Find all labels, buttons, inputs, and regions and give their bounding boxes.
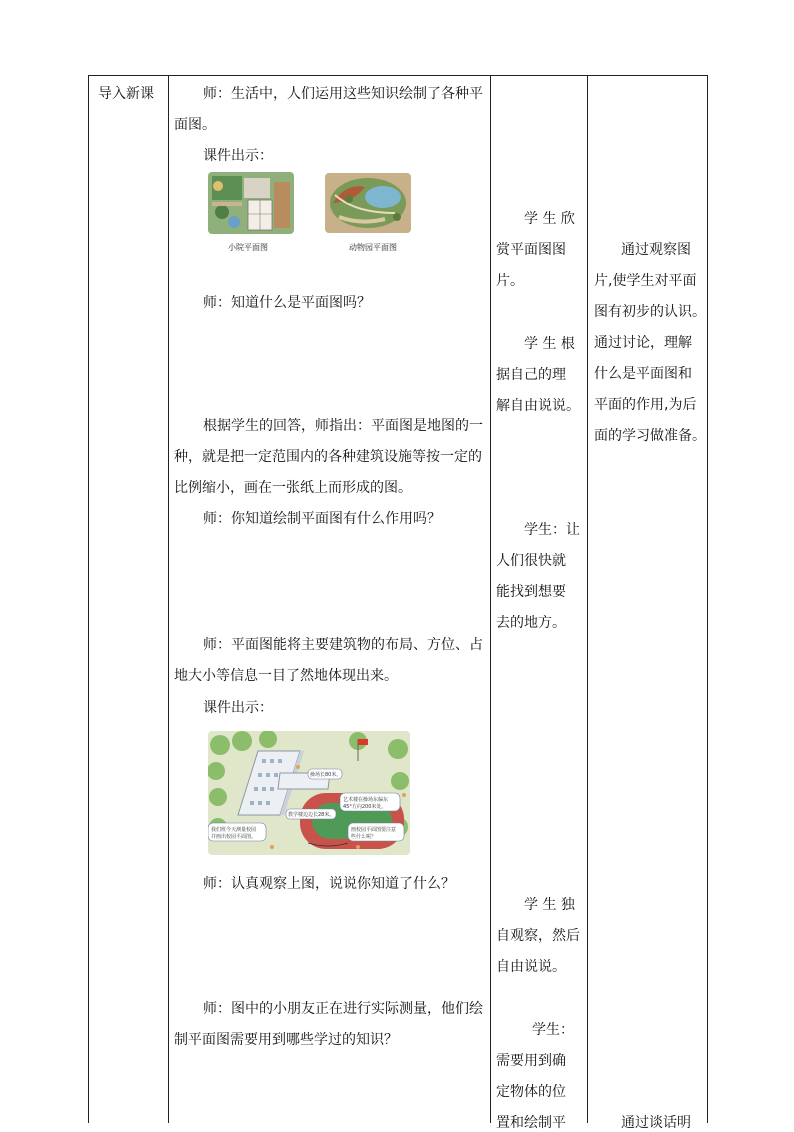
intent-i1-line1: 通过观察图 [621, 242, 691, 258]
column-divider-3 [587, 75, 588, 1123]
column-divider-1 [168, 75, 169, 1123]
teacher-question-3: 师：认真观察上图，说说你知道了什么？ [203, 876, 455, 892]
courseware-label-2: 课件出示： [203, 700, 273, 716]
student-s3-line2: 人们很快就 [496, 553, 566, 569]
section-label: 导入新课 [98, 86, 154, 102]
intent-i1-line5: 什么是平面图和 [594, 366, 692, 382]
intent-i1-line6: 平面的作用,为后 [594, 397, 697, 413]
bubble-class-2: 并画出校园平面图。 [211, 834, 257, 840]
student-s2-line1: 学 生 根 [524, 336, 575, 352]
courseware-label-1: 课件出示： [203, 148, 273, 164]
teacher-p4-line2: 制平面图需要用到哪些学过的知识？ [174, 1032, 398, 1048]
teacher-p2-line3: 比例缩小，画在一张纸上而形成的图。 [174, 480, 412, 496]
zoo-plan-image [325, 173, 411, 233]
student-s3-line1: 学生：让 [524, 522, 580, 538]
student-s1-line3: 片。 [496, 273, 524, 289]
yard-plan-image [208, 172, 294, 234]
student-s1-line1: 学 生 欣 [524, 211, 575, 227]
intent-i1-line7: 面的学习做准备。 [594, 428, 706, 444]
teacher-p4-line1: 师：图中的小朋友正在进行实际测量，他们绘 [203, 1001, 483, 1017]
teacher-p2-line2: 种，就是把一定范围内的各种建筑设施等按一定的 [174, 449, 482, 465]
intent-i2-line1: 通过谈话明 [621, 1115, 691, 1131]
student-s4-line3: 自由说说。 [496, 959, 566, 975]
yard-plan-caption: 小院平面图 [228, 243, 268, 252]
intent-i1-line3: 图有初步的认识。 [594, 304, 706, 320]
student-s2-line2: 据自己的理 [496, 367, 566, 383]
bubble-teaching-building: 教学楼边边长28米。 [288, 812, 335, 818]
student-s4-line1: 学 生 独 [524, 897, 575, 913]
school-measurement-image [208, 731, 410, 855]
bubble-class-1: 我们班今天测量校园 [211, 827, 257, 833]
student-s5-line3: 定物体的位 [496, 1084, 566, 1100]
bubble-playground-length: 操场长80米。 [310, 772, 342, 778]
student-s5-line2: 需要用到确 [496, 1053, 566, 1069]
teacher-question-2: 师：你知道绘制平面图有什么作用吗？ [203, 511, 441, 527]
student-s5-line4: 置和绘制平 [496, 1115, 566, 1131]
zoo-plan-caption: 动物园平面图 [349, 243, 397, 252]
teacher-p1-line2: 面图。 [174, 117, 216, 133]
intent-i1-line2: 片,使学生对平面 [594, 273, 697, 289]
student-s1-line2: 赏平面图图 [496, 242, 566, 258]
teacher-p3-line1: 师：平面图能将主要建筑物的布局、方位、占 [203, 637, 483, 653]
teacher-p3-line2: 地大小等信息一目了然地体现出来。 [174, 668, 398, 684]
bubble-art-building-1: 艺术楼在操场东偏东 [343, 797, 389, 803]
teacher-p1-line1: 师：生活中，人们运用这些知识绘制了各种平 [203, 86, 483, 102]
student-s3-line3: 能找到想要 [496, 584, 566, 600]
teacher-p2-line1: 根据学生的回答，师指出：平面图是地图的一 [203, 418, 483, 434]
column-divider-2 [490, 75, 491, 1123]
intent-i1-line4: 通过讨论，理解 [594, 335, 692, 351]
student-s2-line3: 解自由说说。 [496, 398, 580, 414]
bubble-art-building-2: 45°方向200米处。 [343, 804, 387, 810]
student-s3-line4: 去的地方。 [496, 615, 566, 631]
student-s5-line1: 学生： [532, 1022, 574, 1038]
teacher-question-1: 师：知道什么是平面图吗？ [203, 295, 371, 311]
bubble-drawing-2: 些什么呢？ [351, 834, 377, 840]
bubble-drawing-1: 画校园平面图要注意 [351, 827, 397, 833]
student-s4-line2: 自观察，然后 [496, 928, 580, 944]
